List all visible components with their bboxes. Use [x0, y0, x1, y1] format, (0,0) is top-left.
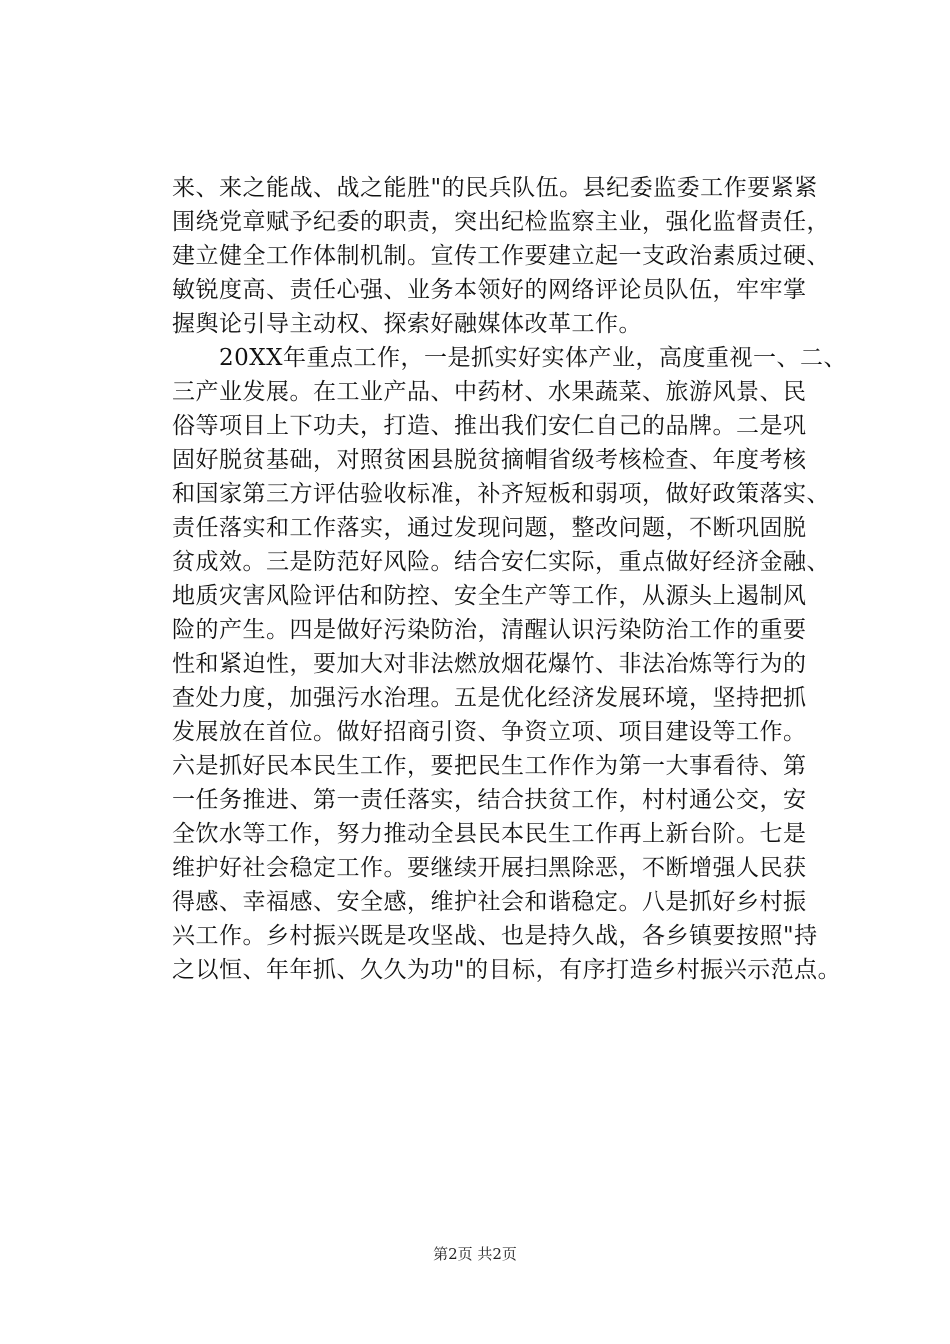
paragraph-first-line: 20XX年重点工作，一是抓实好实体产业，高度重视一、二、: [219, 345, 848, 371]
body-text-line: 兴工作。乡村振兴既是攻坚战、也是持久战，各乡镇要按照"持: [172, 923, 818, 949]
page-number-footer: 第2页 共2页: [433, 1245, 517, 1263]
body-text-line: 围绕党章赋予纪委的职责，突出纪检监察主业，强化监督责任，: [172, 209, 830, 235]
body-text-line: 维护好社会稳定工作。要继续开展扫黑除恶，不断增强人民获: [172, 855, 807, 881]
body-text-line: 敏锐度高、责任心强、业务本领好的网络评论员队伍，牢牢掌: [172, 277, 807, 303]
body-text-line: 握舆论引导主动权、探索好融媒体改革工作。: [172, 311, 642, 337]
body-text-line: 一任务推进、第一责任落实，结合扶贫工作，村村通公交，安: [172, 787, 807, 813]
body-text-line: 固好脱贫基础，对照贫困县脱贫摘帽省级考核检查、年度考核: [172, 447, 807, 473]
body-text-line: 责任落实和工作落实，通过发现问题，整改问题，不断巩固脱: [172, 515, 807, 541]
body-text-line: 发展放在首位。做好招商引资、争资立项、项目建设等工作。: [172, 719, 807, 745]
body-text-line: 查处力度，加强污水治理。五是优化经济发展环境，坚持把抓: [172, 685, 807, 711]
body-text-line: 地质灾害风险评估和防控、安全生产等工作，从源头上遏制风: [172, 583, 807, 609]
body-text-line: 俗等项目上下功夫，打造、推出我们安仁自己的品牌。二是巩: [172, 413, 807, 439]
body-text-line: 得感、幸福感、安全感，维护社会和谐稳定。八是抓好乡村振: [172, 889, 807, 915]
body-text-line: 之以恒、年年抓、久久为功"的目标，有序打造乡村振兴示范点。: [172, 957, 842, 983]
body-text-line: 贫成效。三是防范好风险。结合安仁实际，重点做好经济金融、: [172, 549, 830, 575]
body-text-line: 全饮水等工作，努力推动全县民本民生工作再上新台阶。七是: [172, 821, 807, 847]
body-text-line: 建立健全工作体制机制。宣传工作要建立起一支政治素质过硬、: [172, 243, 830, 269]
body-text-line: 性和紧迫性，要加大对非法燃放烟花爆竹、非法冶炼等行为的: [172, 651, 807, 677]
body-text-line: 三产业发展。在工业产品、中药材、水果蔬菜、旅游风景、民: [172, 379, 807, 405]
body-text-line: 六是抓好民本民生工作，要把民生工作作为第一大事看待、第: [172, 753, 807, 779]
body-text-line: 和国家第三方评估验收标准，补齐短板和弱项，做好政策落实、: [172, 481, 830, 507]
body-text-line: 来、来之能战、战之能胜"的民兵队伍。县纪委监委工作要紧紧: [172, 175, 818, 201]
body-text-line: 险的产生。四是做好污染防治，清醒认识污染防治工作的重要: [172, 617, 807, 643]
